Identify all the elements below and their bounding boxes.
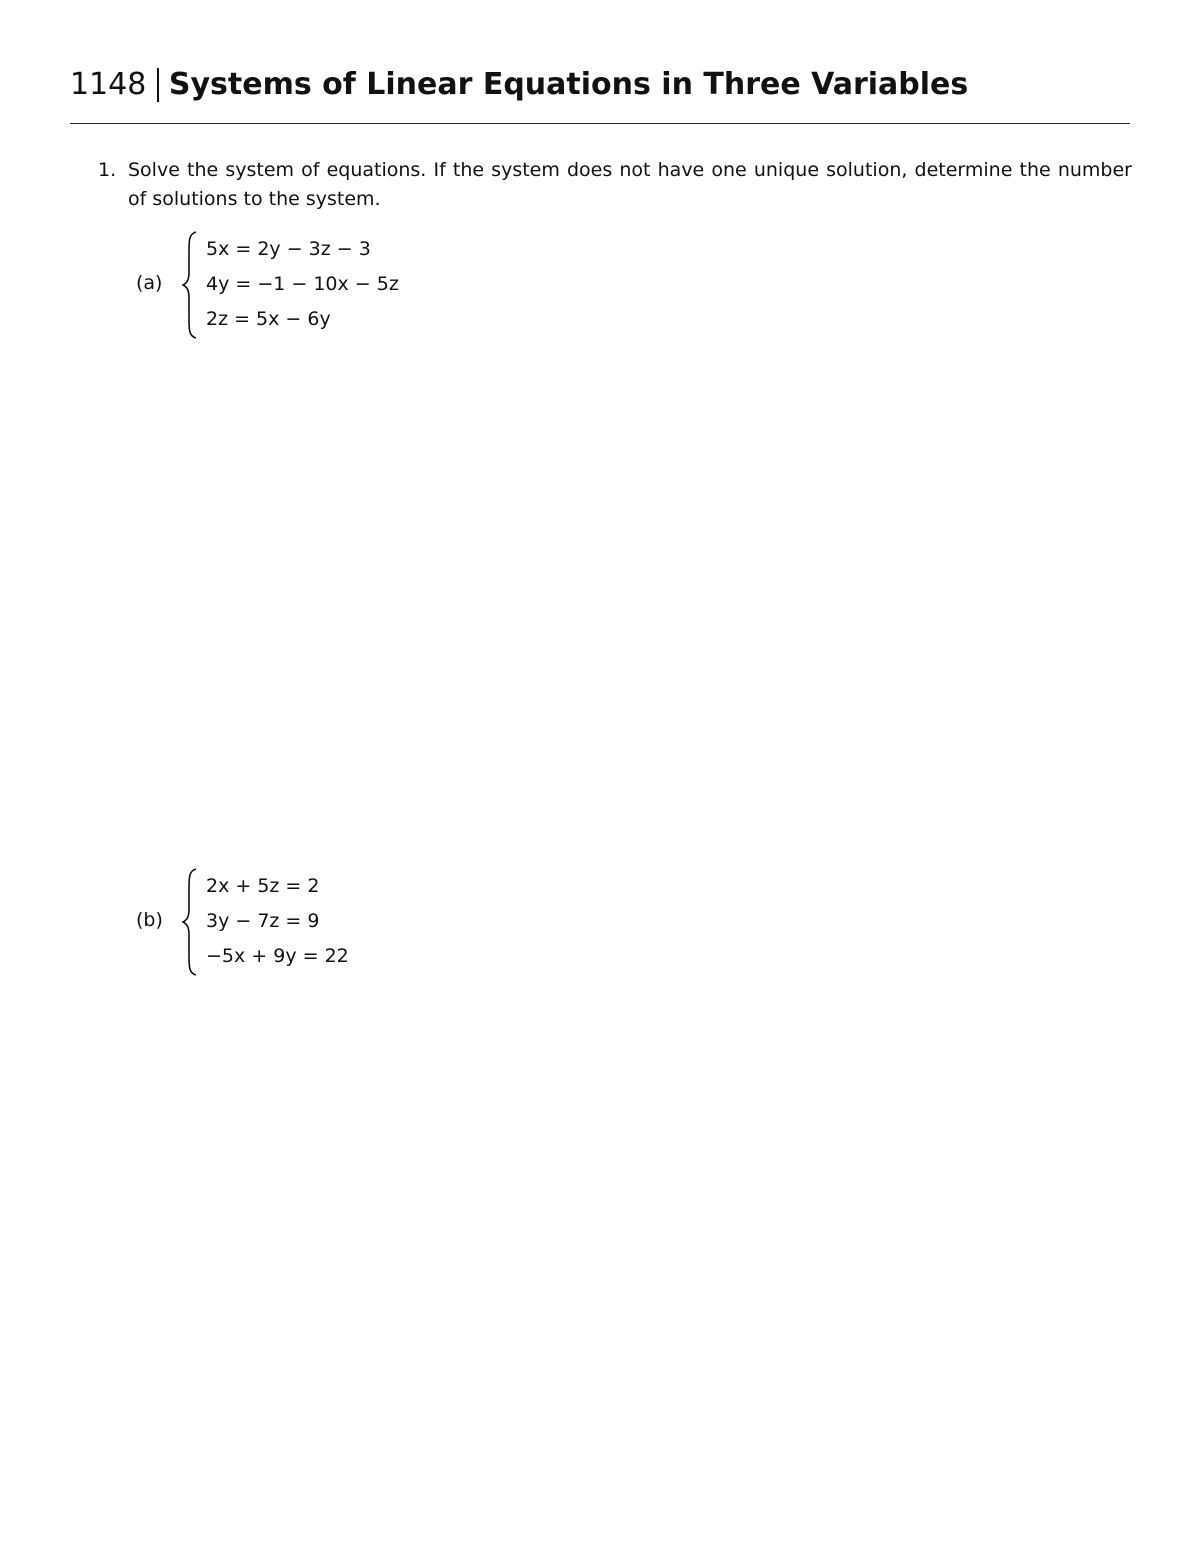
page-number: 1148 (70, 67, 147, 102)
header-rule (70, 123, 1130, 124)
part-label-b: (b) (136, 909, 163, 931)
equation-a-2: 4y = −1 − 10x − 5z (206, 273, 399, 295)
left-brace-icon (182, 230, 202, 340)
part-label-a: (a) (136, 272, 163, 294)
page-header (70, 62, 1130, 108)
problem-number: 1. (98, 159, 117, 181)
equation-a-3: 2z = 5x − 6y (206, 308, 331, 330)
equation-list-a (206, 232, 399, 337)
equation-b-3: −5x + 9y = 22 (206, 945, 349, 967)
equation-list-b (206, 869, 349, 974)
part-a (136, 232, 536, 342)
problem-1 (98, 156, 1132, 214)
left-brace-icon (182, 867, 202, 977)
header-separator (157, 68, 159, 102)
equation-b-2: 3y − 7z = 9 (206, 910, 320, 932)
page-title: Systems of Linear Equations in Three Variables (168, 67, 969, 102)
problem-instruction: Solve the system of equations. If the system does not have one unique solution, determine the number of solutions to the system. (128, 159, 1132, 210)
equation-b-1: 2x + 5z = 2 (206, 875, 320, 897)
equation-a-1: 5x = 2y − 3z − 3 (206, 238, 371, 260)
part-b (136, 869, 536, 979)
